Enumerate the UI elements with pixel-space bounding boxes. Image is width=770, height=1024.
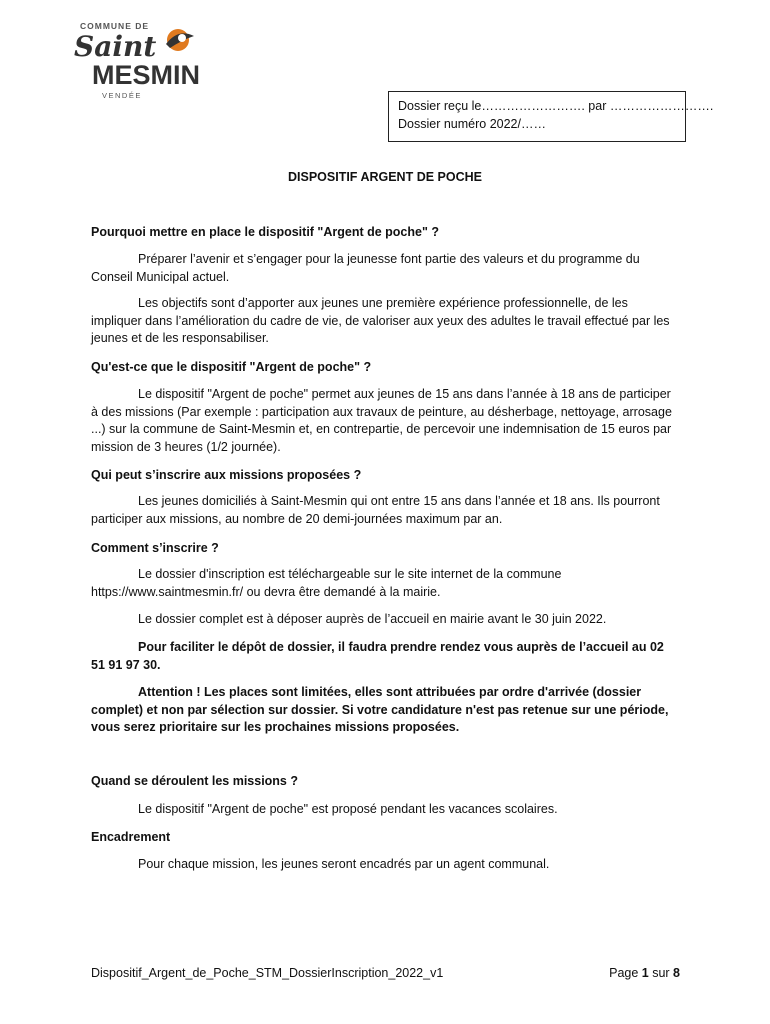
document-title: DISPOSITIF ARGENT DE POCHE [287,170,482,184]
frame-heading: Encadrement [91,830,171,844]
footer-page-total: 8 [673,966,680,980]
footer-page-sep: sur [648,966,674,980]
what-heading: Qu'est-ce que le dispositif "Argent de poche" ? [91,360,372,374]
logo-graphic [70,18,230,102]
commune-logo [70,18,230,102]
how-heading: Comment s’inscrire ? [91,541,219,555]
how-paragraph-2: Le dossier complet est à déposer auprès de l’accueil en mairie avant le 30 juin 2022. [138,612,607,626]
receipt-box [388,91,714,142]
footer-filename: Dispositif_Argent_de_Poche_STM_DossierInscription_2022_v1 [91,966,444,980]
logo-emblem-icon [166,29,194,51]
who-heading: Qui peut s’inscrire aux missions proposées ? [91,468,362,482]
how-paragraph-1: Le dossier d'inscription est téléchargeable sur le site internet de la commune https://www.saintmesmin.fr/ ou devra être demandé à la mairie. [91,567,562,599]
why-heading: Pourquoi mettre en place le dispositif "Argent de poche" ? [91,225,440,239]
why-paragraph-2: Les objectifs sont d’apporter aux jeunes une première expérience professionnelle, de les impliquer dans l’amélioration du cadre de vie, de valoriser aux yeux des adultes le travail effectué par les jeunes et de les responsabiliser. [91,296,670,345]
why-paragraph-1: Préparer l’avenir et s’engager pour la jeunesse font partie des valeurs et du programme du Conseil Municipal actuel. [91,252,640,284]
logo-top-text: COMMUNE DE [80,21,150,31]
footer-page-current: 1 [641,966,649,980]
receipt-line-received: Dossier reçu le……………………. par ……………………. [398,99,714,113]
when-heading: Quand se déroulent les missions ? [91,774,298,788]
logo-region: VENDÉE [102,91,142,100]
how-paragraph-3: Pour faciliter le dépôt de dossier, il faudra prendre rendez vous auprès de l’accueil au 02 51 91 97 30. [91,640,664,672]
logo-name-line2: MESMIN [92,60,200,90]
receipt-line-number: Dossier numéro 2022/…… [398,117,546,131]
when-paragraph-1: Le dispositif "Argent de poche" est proposé pendant les vacances scolaires. [138,802,558,816]
what-paragraph-1: Le dispositif "Argent de poche" permet aux jeunes de 15 ans dans l’année à 18 ans de participer à des missions (Par exemple : participation aux travaux de peinture, au désherbage, nettoyage, arrosage ...) sur la commune de Saint-Mesmin et, en contrepartie, de percevoir une indemnisation de 15 euros par mission de 3 heures (1/2 journée). [91,387,672,454]
who-paragraph-1: Les jeunes domiciliés à Saint-Mesmin qui ont entre 15 ans dans l’année et 18 ans. Ils pourront participer aux missions, au nombre de 20 demi-journées maximum par an. [91,494,660,526]
how-paragraph-4: Attention ! Les places sont limitées, elles sont attribuées par ordre d'arrivée (dossier complet) et non par sélection sur dossier. Si votre candidature n'est pas retenue sur une période, vous serez prioritaire sur les prochaines missions proposées. [91,685,669,734]
frame-paragraph-1: Pour chaque mission, les jeunes seront encadrés par un agent communal. [138,857,550,871]
footer-page-number [609,966,680,980]
footer-page-prefix: Page [609,966,642,980]
logo-name-line1: Saint [74,30,157,63]
